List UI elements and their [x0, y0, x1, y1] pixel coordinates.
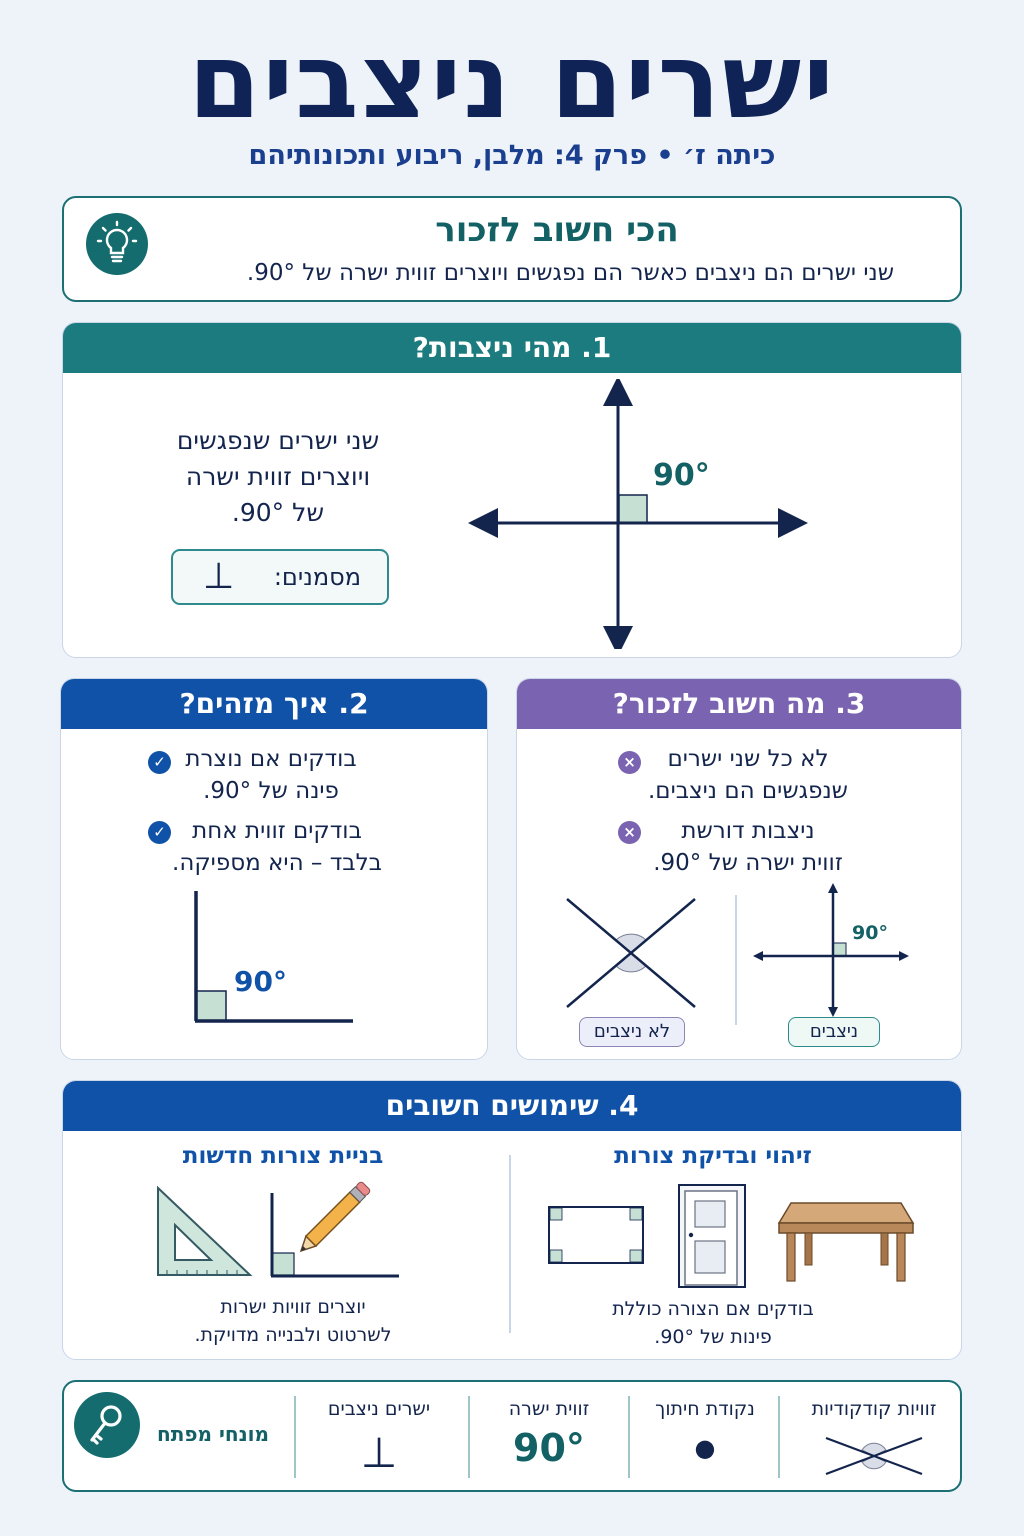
- identify-bullet: בודקים זווית אחת בלבד – היא מספיקה.: [172, 818, 382, 876]
- key-terms-title: מונחי מפתח: [156, 1422, 270, 1446]
- not-perpendicular-label: לא ניצבים: [579, 1017, 685, 1047]
- section3-title: 3. מה חשוב לזכור?: [517, 679, 961, 729]
- page-subtitle: כיתה ז׳ • פרק 4: מלבן, ריבוע ותכונותיהם: [248, 140, 776, 171]
- section1-definition: [143, 423, 413, 531]
- rectangle-icon: [547, 1205, 647, 1267]
- term-right-angle: זווית ישרה: [508, 1398, 590, 1420]
- set-square-icon: [155, 1185, 255, 1279]
- remember-title: הכי חשוב לזכור: [435, 210, 679, 250]
- perpendicular-symbol: ⊥: [360, 1428, 398, 1477]
- term-intersection-point: נקודת חיתוך: [655, 1398, 755, 1420]
- definition-line: שני ישרים שנפגשים: [176, 426, 380, 455]
- door-icon: [677, 1183, 747, 1289]
- section-important-uses: [62, 1080, 962, 1360]
- identifying-shapes-caption: בודקים אם הצורה כוללת פינות של 90°.: [612, 1298, 814, 1348]
- section-what-is-perpendicular: [62, 322, 962, 658]
- term-perpendicular-lines: ישרים ניצבים: [327, 1398, 431, 1420]
- section-how-to-identify: [60, 678, 488, 1060]
- angle-label: 90°: [653, 458, 710, 493]
- definition-line: ויוצרים זווית ישרה: [185, 462, 371, 491]
- identify-bullet: בודקים אם נוצרת פינה של 90°.: [185, 746, 357, 804]
- terms-divider: [294, 1396, 296, 1478]
- vertical-angles-icon: [822, 1432, 926, 1480]
- small-perpendicular-diagram: [753, 883, 913, 1019]
- remember-bullet: לא כל שני ישרים שנפגשים הם ניצבים.: [648, 746, 848, 804]
- key-terms-bar: [62, 1380, 962, 1492]
- diagram-divider: [735, 895, 737, 1025]
- remember-bullet: ניצבות דורשת זווית ישרה של 90°.: [653, 818, 843, 876]
- definition-line: של 90°.: [231, 498, 325, 527]
- section4-title: 4. שימושים חשובים: [63, 1081, 961, 1131]
- check-icon: ✓: [148, 821, 171, 844]
- building-shapes-title: בניית צורות חדשות: [182, 1143, 384, 1169]
- remember-card: [62, 196, 962, 302]
- building-shapes-caption: יוצרים זוויות ישרות לשרטוט ולבנייה מדויקת.: [194, 1296, 392, 1346]
- right-angle-marker: [196, 991, 226, 1021]
- right-angle-corner-diagram: [181, 885, 431, 1035]
- symbol-box: [171, 549, 389, 605]
- perpendicular-label: ניצבים: [788, 1017, 880, 1047]
- key-icon: [74, 1392, 140, 1458]
- angle-label: 90°: [234, 965, 287, 998]
- intersection-dot-icon: ●: [694, 1434, 716, 1462]
- symbol-label: מסמנים:: [273, 563, 361, 591]
- perpendicular-symbol: ⊥: [203, 556, 235, 597]
- section1-title: 1. מהי ניצבות?: [63, 323, 961, 373]
- term-vertical-angles: זוויות קודקודיות: [811, 1398, 937, 1420]
- angle-label: 90°: [852, 922, 888, 944]
- x-icon: ×: [618, 751, 641, 774]
- section-what-to-remember: [516, 678, 962, 1060]
- lightbulb-icon: [86, 213, 148, 275]
- check-icon: ✓: [148, 751, 171, 774]
- page-title: ישרים ניצבים: [188, 20, 836, 142]
- table-icon: [777, 1199, 917, 1285]
- right-angle-marker: [619, 495, 647, 523]
- section2-title: 2. איך מזהים?: [61, 679, 487, 729]
- remember-text: שני ישרים הם ניצבים כאשר הם נפגשים ויוצרים זווית ישרה של 90°.: [246, 260, 894, 286]
- identifying-shapes-title: זיהוי ובדיקת צורות: [614, 1143, 812, 1169]
- pencil-icon: [267, 1181, 407, 1281]
- perpendicular-diagram: [463, 379, 823, 649]
- section4-divider: [509, 1155, 511, 1333]
- crossing-lines-diagram: [561, 893, 701, 1013]
- terms-divider: [468, 1396, 470, 1478]
- x-icon: ×: [618, 821, 641, 844]
- right-angle-glyph: 90°: [513, 1426, 585, 1470]
